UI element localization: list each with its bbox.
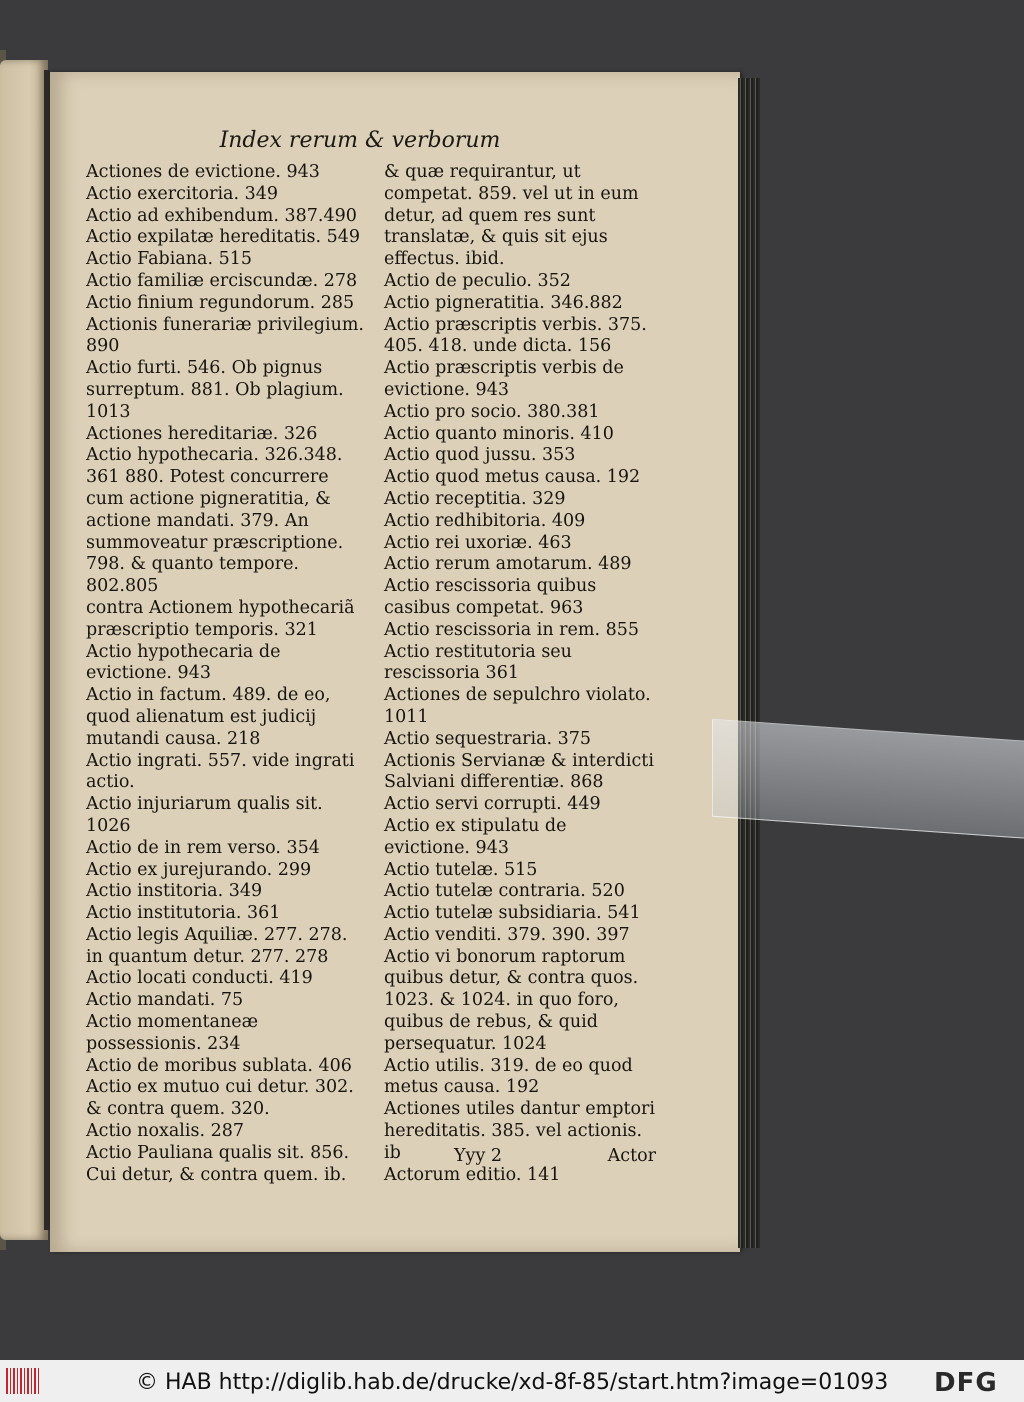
index-entry-text: Actio tutelæ contraria. 520 xyxy=(384,881,625,902)
index-entry xyxy=(86,1012,364,1056)
index-entry-text: Actio præscriptis verbis de evictione. 943 xyxy=(384,358,630,400)
index-entry xyxy=(384,816,656,860)
index-entry xyxy=(86,293,364,315)
index-entry-text: Actio familiæ erciscundæ. 278 xyxy=(86,270,358,291)
index-entry-text: Actio restitutoria seu rescissoria 361 xyxy=(384,641,578,684)
index-entry-text: Actio præscriptis verbis. 375. 405. 418. unde dicta. 156 xyxy=(384,314,653,357)
credit-link[interactable]: © HAB http://diglib.hab.de/drucke/xd-8f-85/start.htm?image=01093 xyxy=(136,1370,889,1395)
index-entry xyxy=(384,947,656,1056)
signature-mark: Yyy 2 xyxy=(454,1146,503,1166)
index-entry xyxy=(86,206,364,228)
index-entry xyxy=(384,1056,656,1100)
index-entry xyxy=(86,642,364,686)
index-entry-text: Actio mandati. 75 xyxy=(86,990,244,1011)
index-entry-text: Actio tutelæ subsidiaria. 541 xyxy=(384,903,641,924)
index-entry-text: Actio institoria. 349 xyxy=(86,881,263,902)
index-entry xyxy=(384,881,656,903)
index-entry xyxy=(86,860,364,882)
index-entry xyxy=(86,445,364,598)
index-entry xyxy=(384,685,656,729)
index-entry-text: Actio locati conducti. 419 xyxy=(86,968,313,989)
index-entry xyxy=(86,903,364,925)
index-entry xyxy=(86,227,364,249)
index-entry-text: Actio tutelæ. 515 xyxy=(384,859,538,880)
index-entry xyxy=(86,1143,364,1187)
index-entry xyxy=(384,467,656,489)
index-entry-text: Actio legis Aquiliæ. 277. 278. in quantum detur. 277. 278 xyxy=(86,924,354,967)
index-entry xyxy=(384,293,656,315)
index-entry xyxy=(384,903,656,925)
index-entry-text: Actio ingrati. 557. vide ingrati actio. xyxy=(86,750,360,793)
index-entry-text: Actio furti. 546. Ob pignus surreptum. 881. Ob plagium. 1013 xyxy=(86,358,350,422)
index-entry-text: Actio ex jurejurando. 299 xyxy=(86,859,312,880)
running-header: Index rerum & verborum xyxy=(219,128,501,153)
index-entry xyxy=(86,968,364,990)
index-entry-text: Actio quod metus causa. 192 xyxy=(384,467,641,488)
index-entry xyxy=(86,751,364,795)
index-entry-text: Actio vi bonorum raptorum quibus detur, & contra quos. 1023. & 1024. in quo foro, quibus de rebus, & quid persequatur. 1024 xyxy=(384,946,644,1054)
index-entry xyxy=(384,794,656,816)
index-entry-text: Actio rerum amotarum. 489 xyxy=(384,554,632,575)
index-entry xyxy=(86,925,364,969)
index-entry-text: Actio quanto minoris. 410 xyxy=(384,423,614,444)
index-entry-text: Actio noxalis. 287 xyxy=(86,1121,244,1142)
index-entry xyxy=(384,358,656,402)
index-entry-text: Actio in factum. 489. de eo, quod alienatum est judicij mutandi causa. 218 xyxy=(86,685,337,749)
index-entry xyxy=(384,925,656,947)
index-entry xyxy=(384,576,656,620)
index-entry xyxy=(384,424,656,446)
index-entry-text: contra Actionem hypothecariã præscriptio temporis. 321 xyxy=(86,597,361,640)
index-entry-text: Actionis Servianæ & interdicti Salviani differentiæ. 868 xyxy=(384,750,660,793)
index-entry xyxy=(384,511,656,533)
index-entry xyxy=(384,445,656,467)
index-entry xyxy=(384,1165,656,1187)
index-entry xyxy=(86,794,364,838)
page-edges xyxy=(738,78,760,1248)
index-entry xyxy=(384,162,656,271)
index-entry-text: Actio ex stipulatu de evictione. 943 xyxy=(384,815,573,858)
index-entry-text: Actio expilatæ hereditatis. 549 xyxy=(86,227,361,248)
index-entry xyxy=(86,271,364,293)
index-entry xyxy=(384,533,656,555)
index-entry-text: Actio de moribus sublata. 406 xyxy=(86,1055,352,1076)
barcode-icon xyxy=(6,1368,40,1394)
facing-page xyxy=(0,60,48,1240)
index-entry-text: Actio rescissoria in rem. 855 xyxy=(384,619,639,640)
index-entry xyxy=(86,424,364,446)
index-entry xyxy=(384,315,656,359)
index-entry xyxy=(384,620,656,642)
index-entry-text: Actio servi corrupti. 449 xyxy=(384,794,601,815)
index-entry xyxy=(384,860,656,882)
index-entry-text: Actio receptitia. 329 xyxy=(384,488,566,509)
index-entry-text: Actiones hereditariæ. 326 xyxy=(86,423,318,444)
index-entry xyxy=(86,1121,364,1143)
index-entry xyxy=(86,162,364,184)
index-entry-text: Actionis funerariæ privilegium. 890 xyxy=(86,314,370,357)
index-entry-text: Actio Pauliana qualis sit. 856. Cui detur, & contra quem. ib. xyxy=(86,1142,355,1185)
index-entry xyxy=(86,249,364,271)
index-entry-text: Actio hypothecaria. 326.348. 361 880. Potest concurrere cum actione pigneratitia, & actione mandati. 379. An summoveatur præscriptione. 798. & quanto tempore. 802.805 xyxy=(86,445,349,597)
index-entry-text: Actio hypothecaria de evictione. 943 xyxy=(86,641,287,684)
index-entry-text: Actio de in rem verso. 354 xyxy=(86,837,320,858)
index-entry-text: Actio venditi. 379. 390. 397 xyxy=(384,924,630,945)
index-entry xyxy=(86,1077,364,1121)
index-entry-text: Actio redhibitoria. 409 xyxy=(384,510,586,531)
index-entry-text: Actio Fabiana. 515 xyxy=(86,249,253,270)
index-entry xyxy=(86,358,364,423)
index-entry-text: Actio institutoria. 361 xyxy=(86,903,281,924)
index-entry-text: Actio utilis. 319. de eo quod metus causa. 192 xyxy=(384,1055,639,1098)
index-entry xyxy=(86,838,364,860)
index-entry-text: Actio rei uxoriæ. 463 xyxy=(384,532,572,553)
index-entry xyxy=(86,1056,364,1078)
index-entry-text: Actiones de evictione. 943 xyxy=(86,162,320,182)
index-entry-text: Actio rescissoria quibus casibus competat. 963 xyxy=(384,576,602,618)
index-entry-text: Actio finium regundorum. 285 xyxy=(86,292,355,313)
dfg-logo: DFG xyxy=(934,1368,998,1398)
index-entry-text: Actio pro socio. 380.381 xyxy=(384,401,600,422)
index-entry-text: Actio momentaneæ possessionis. 234 xyxy=(86,1012,264,1054)
index-entry xyxy=(384,554,656,576)
index-entry-text: Actio injuriarum qualis sit. 1026 xyxy=(86,794,329,836)
index-entry xyxy=(384,642,656,686)
index-entry xyxy=(384,750,660,795)
index-entry-text: Actio exercitoria. 349 xyxy=(86,183,279,204)
index-entry-text: Actio quod jussu. 353 xyxy=(384,445,576,466)
index-entry xyxy=(86,990,364,1012)
index-entry-text: Actio ad exhibendum. 387.490 xyxy=(86,205,357,226)
index-entry xyxy=(384,402,656,424)
index-column-left xyxy=(86,162,370,1186)
index-entry-text: Actio de peculio. 352 xyxy=(384,270,571,291)
catchword: Actor xyxy=(607,1146,656,1166)
index-column-right xyxy=(384,162,661,1186)
index-entry-text: Actiones de sepulchro violato. 1011 xyxy=(384,685,657,727)
index-entry xyxy=(86,184,364,206)
index-entry-text: & quæ requirantur, ut competat. 859. vel ut in eum detur, ad quem res sunt translatæ, & quis sit ejus effectus. ibid. xyxy=(384,162,645,270)
index-entry xyxy=(86,881,364,903)
index-entry-text: Actio ex mutuo cui detur. 302. & contra quem. 320. xyxy=(86,1077,360,1120)
index-entry xyxy=(86,685,364,750)
index-entry-text: Actiones utiles dantur emptori hereditatis. 385. vel actionis. ib xyxy=(384,1099,661,1163)
index-entry xyxy=(86,598,364,642)
index-entry xyxy=(86,314,370,359)
index-entry xyxy=(384,729,656,751)
index-entry xyxy=(384,489,656,511)
index-entry-text: Actorum editio. 141 xyxy=(384,1164,561,1185)
index-entry xyxy=(384,271,656,293)
index-entry-text: Actio sequestraria. 375 xyxy=(384,728,592,749)
index-entry-text: Actio pigneratitia. 346.882 xyxy=(384,292,623,313)
